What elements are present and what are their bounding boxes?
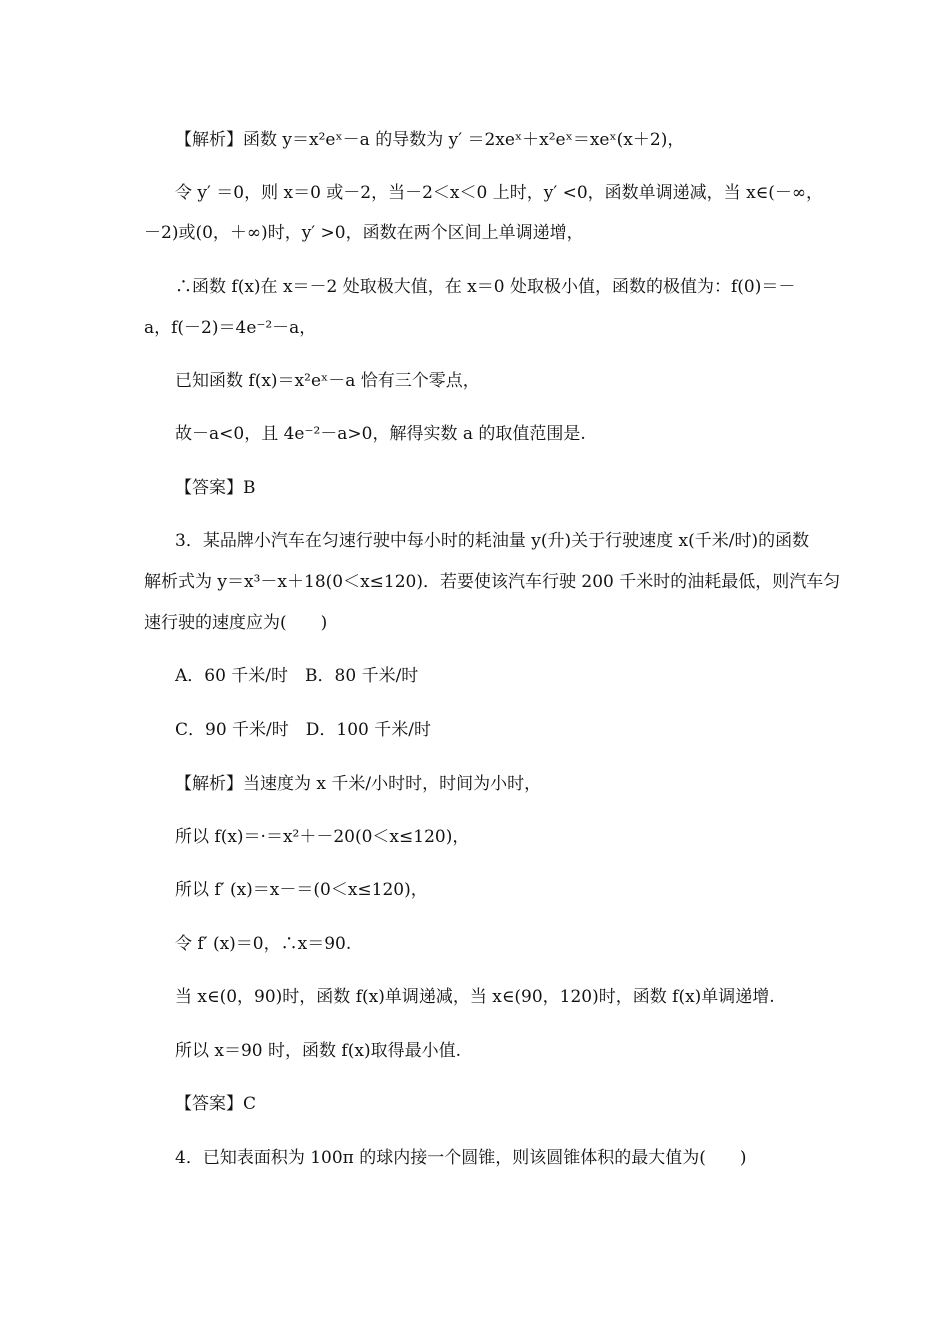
critical-points-line-cont: －2)或(0，＋∞)时，y′ >0，函数在两个区间上单调递增， [144,223,584,243]
critical-points-line: 令 y′ ＝0，则 x＝0 或－2，当－2＜x＜0 上时，y′ <0，函数单调递减，当 x∈(－∞， [175,183,824,203]
derivative-zero-line: 令 f′ (x)＝0，∴x＝90. [175,934,352,954]
extrema-line-cont: a，f(－2)＝4e⁻²－a， [144,318,317,338]
three-zeros-line: 已知函数 f(x)＝x²eˣ－a 恰有三个零点， [175,371,480,391]
options-c-d: C．90 千米/时 D．100 千米/时 [175,720,431,740]
question-4-line: 4．已知表面积为 100π 的球内接一个圆锥，则该圆锥体积的最大值为( ) [175,1148,747,1168]
monotonicity-line: 当 x∈(0，90)时，函数 f(x)单调递减，当 x∈(90，120)时，函数 f(x)单调递增. [175,987,775,1007]
answer-b: 【答案】B [175,478,256,498]
range-line: 故－a<0，且 4e⁻²－a>0，解得实数 a 的取值范围是. [175,424,586,444]
fx-definition-line: 所以 f(x)＝·＝x²＋－20(0＜x≤120)， [175,827,470,847]
question-3-line-2: 解析式为 y＝x³－x＋18(0＜x≤120)．若要使该汽车行驶 200 千米时的油耗最低，则汽车匀 [144,572,841,592]
analysis-speed-line: 【解析】当速度为 x 千米/小时时，时间为小时， [175,774,542,794]
minimum-line: 所以 x＝90 时，函数 f(x)取得最小值. [175,1041,461,1061]
question-3-line-3: 速行驶的速度应为( ) [144,613,328,633]
question-3-line-1: 3．某品牌小汽车在匀速行驶中每小时的耗油量 y(升)关于行驶速度 x(千米/时)的函数 [175,531,810,551]
extrema-line: ∴函数 f(x)在 x＝－2 处取极大值，在 x＝0 处取极小值，函数的极值为：f(0)＝－ [175,277,796,297]
derivative-line: 所以 f′ (x)＝x－＝(0＜x≤120)， [175,880,428,900]
answer-c: 【答案】C [175,1094,257,1114]
options-a-b: A．60 千米/时 B．80 千米/时 [175,666,419,686]
analysis-derivative-line: 【解析】函数 y＝x²eˣ－a 的导数为 y′ ＝2xeˣ＋x²eˣ＝xeˣ(x＋2)， [175,130,685,150]
